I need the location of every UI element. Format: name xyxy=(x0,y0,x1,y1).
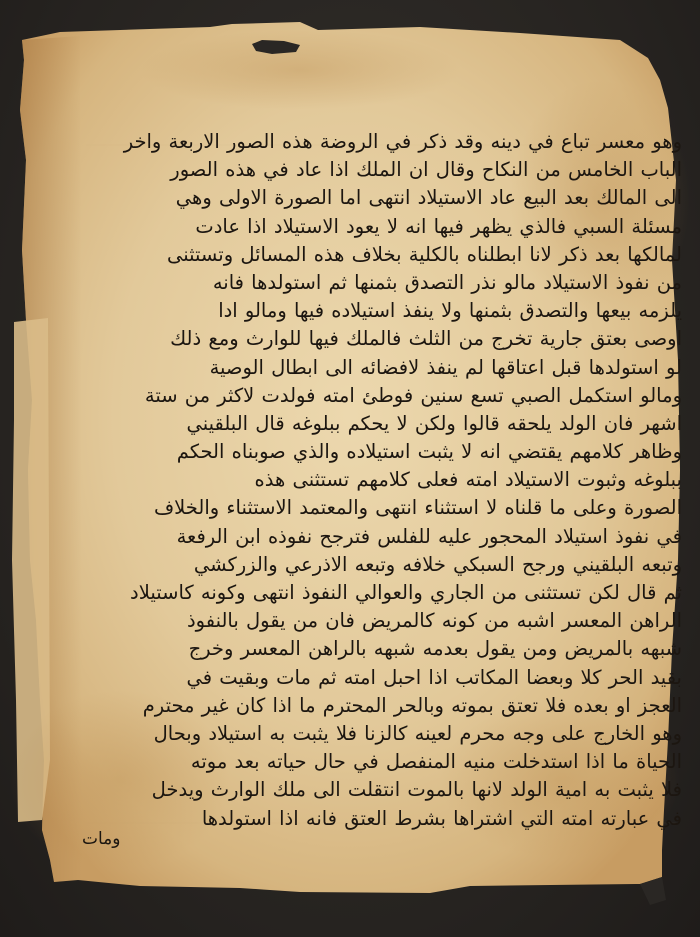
text-line: وهو الخارج على وجه محرم لعينه كالزنا فلا يثبت به استيلاد وبحال xyxy=(153,721,682,745)
stain xyxy=(140,30,460,110)
text-line: اشهر فان الولد يلحقه قالوا ولكن لا يحكم ببلوغه قال البلقيني xyxy=(186,411,682,435)
text-line: من نفوذ الاستيلاد مالو نذر التصدق بثمنها ثم استولدها فانه xyxy=(212,270,682,294)
text-line: في عبارته امته التي اشتراها بشرط العتق فانه اذا استولدها xyxy=(201,806,682,830)
text-line: يلزمه بيعها والتصدق بثمنها ولا ينفذ استيلاده فيها ومالو ادا xyxy=(218,299,682,323)
text-line: وهو معسر تباع في دينه وقد ذكر في الروضة هذه الصور الاربعة واخر xyxy=(123,130,682,153)
text-line: الى المالك بعد البيع عاد الاستيلاد انتهى اما الصورة الاولى وهي xyxy=(175,186,682,210)
text-line: ثم قال لكن تستثنى من الجاري والعوالي النفوذ انتهى وكونه كاستيلاد xyxy=(130,581,682,604)
manuscript-text xyxy=(80,128,682,833)
text-line: شبهه بالمريض ومن يقول بعدمه شبهه بالراهن المعسر وخرج xyxy=(188,637,682,661)
text-line: الحياة ما اذا استدخلت منيه المنفصل في حال حياته بعد موته xyxy=(190,750,682,774)
text-line: فلا يثبت به امية الولد لانها بالموت انتقلت الى ملك الوارث ويدخل xyxy=(151,778,682,802)
text-line: العجز او بعده فلا تعتق بموته وبالحر المحترم ما اذا كان غير محترم xyxy=(142,693,682,717)
text-line: مسئلة السبي فالذي يظهر فيها انه لا يعود الاستيلاد اذا عادت xyxy=(195,214,682,238)
text-line: لمالكها بعد ذكر لانا ابطلناه بالكلية بخلاف هذه المسائل وتستثنى xyxy=(167,242,682,266)
text-line: في نفوذ استيلاد المحجور عليه للفلس فترجح نفوذه ابن الرفعة xyxy=(176,524,682,548)
text-line: ومالو استكمل الصبي تسع سنين فوطئ امته فولدت لاكثر من ستة xyxy=(144,383,682,407)
text-line: الراهن المعسر اشبه من كونه كالمريض فان من يقول بالنفوذ xyxy=(186,609,682,633)
catchword: ومات xyxy=(82,829,121,849)
text-line: وظاهر كلامهم يقتضي انه لا يثبت استيلاده والذي صوبناه الحكم xyxy=(176,440,682,464)
text-line: وتبعه البلقيني ورجح السبكي خلافه وتبعه الاذرعي والزركشي xyxy=(193,552,682,576)
text-line: ببلوغه وثبوت الاستيلاد امته فعلى كلامهم تستثنى هذه xyxy=(254,468,682,492)
text-line: اوصى بعتق جارية تخرج من الثلث فالملك فيها للوارث ومع ذلك xyxy=(170,327,682,351)
text-line: الباب الخامس من النكاح وقال ان الملك اذا عاد في هذه الصور xyxy=(170,158,682,182)
text-line: بقيد الحر كلا وبعضا المكاتب اذا احبل امته ثم مات وبقيت في xyxy=(186,665,682,689)
text-line: لو استولدها قبل اعتاقها لم ينفذ لافضائه الى ابطال الوصية xyxy=(209,355,682,379)
text-line: الصورة وعلى ما قلناه لا استثناء انتهى والمعتمد الاستثناء والخلاف xyxy=(153,496,682,520)
